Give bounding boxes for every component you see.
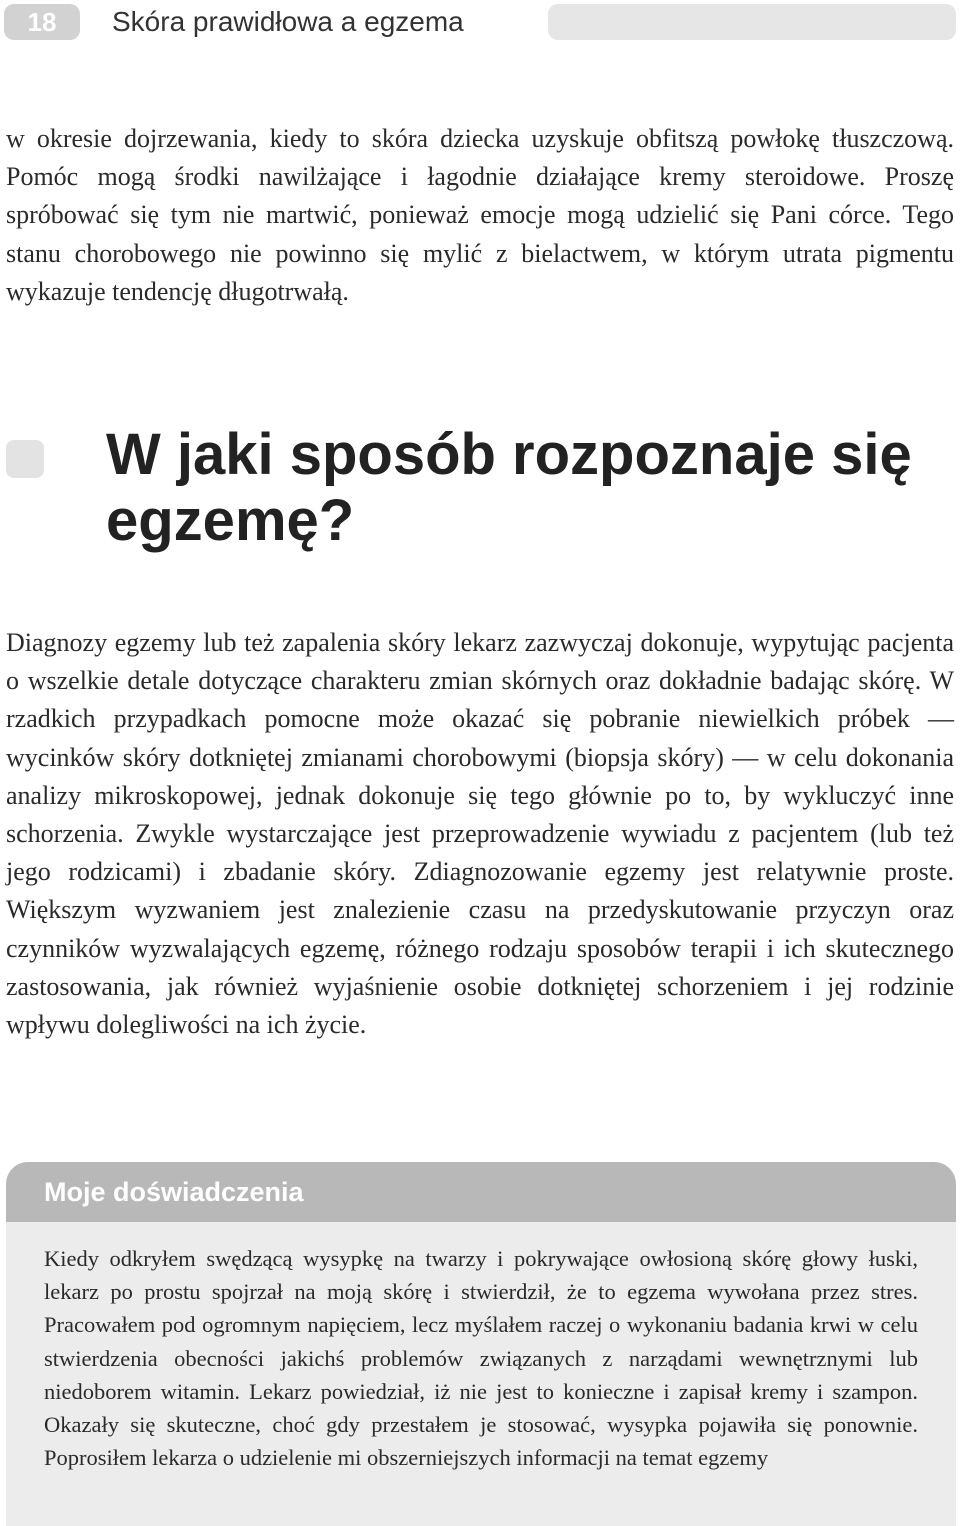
header-decorative-bar (548, 4, 956, 40)
section-marker-square (6, 440, 44, 478)
experience-box-text: Kiedy odkryłem swędzącą wysypkę na twarzy i pokrywające owłosioną skórę głowy łuski, lekarz po prostu spojrzał na moją skórę i stwierdził, że to egzema wywołana przez stres. Pracowałem pod ogromnym napięciem, lecz myślałem raczej o wykonaniu badania krwi w celu stwierdzenia obecności jakichś problemów związanych z narządami wewnętrznymi lub niedoborem witamin. Lekarz powiedział, iż nie jest to konieczne i zapisał kremy i szampon. Okazały się skuteczne, choć gdy przestałem je stosować, wysypka pojawiła się ponownie. Poprosiłem lekarza o udzielenie mi obszerniejszych informacji na temat egzemy (44, 1246, 918, 1471)
page-header (0, 0, 960, 48)
experience-box-title: Moje doświadczenia (6, 1162, 956, 1222)
experience-box (6, 1162, 956, 1526)
experience-box-body (6, 1222, 956, 1526)
page-number: 18 (4, 4, 80, 40)
section-heading: W jaki sposób rozpoznaje się egzemę? (106, 422, 912, 553)
running-title: Skóra prawidłowa a egzema (112, 6, 464, 37)
body-paragraph-2: Diagnozy egzemy lub też zapalenia skóry lekarz zazwyczaj dokonuje, wypytując pacjenta o wszelkie detale dotyczące charakteru zmian skórnych oraz dokładnie badając skórę. W rzadkich przypadkach pomocne może okazać się pobranie niewielkich próbek — wycinków skóry dotkniętej zmianami chorobowymi (biopsja skóry) — w celu dokonania analizy mikroskopowej, jednak dokonuje się tego głównie po to, by wykluczyć inne schorzenia. Zwykle wystarczające jest przeprowadzenie wywiadu z pacjentem (lub też jego rodzicami) i zbadanie skóry. Zdiagnozowanie egzemy jest relatywnie proste. Większym wyzwaniem jest znalezienie czasu na przedyskutowanie przyczyn oraz czynników wyzwalających egzemę, różnego rodzaju sposobów terapii i ich skutecznego zastosowania, jak również wyjaśnienie osobie dotkniętej schorzeniem i jej rodzinie wpływu dolegliwości na ich życie. (6, 628, 954, 1040)
body-paragraph-1: w okresie dojrzewania, kiedy to skóra dziecka uzyskuje obfitszą powłokę tłuszczową. Pomóc mogą środki nawilżające i łagodnie działające kremy steroidowe. Proszę spróbować się tym nie martwić, ponieważ emocje mogą udzielić się Pani córce. Tego stanu chorobowego nie powinno się mylić z bielactwem, w którym utrata pigmentu wykazuje tendencję długotrwałą. (6, 124, 954, 306)
